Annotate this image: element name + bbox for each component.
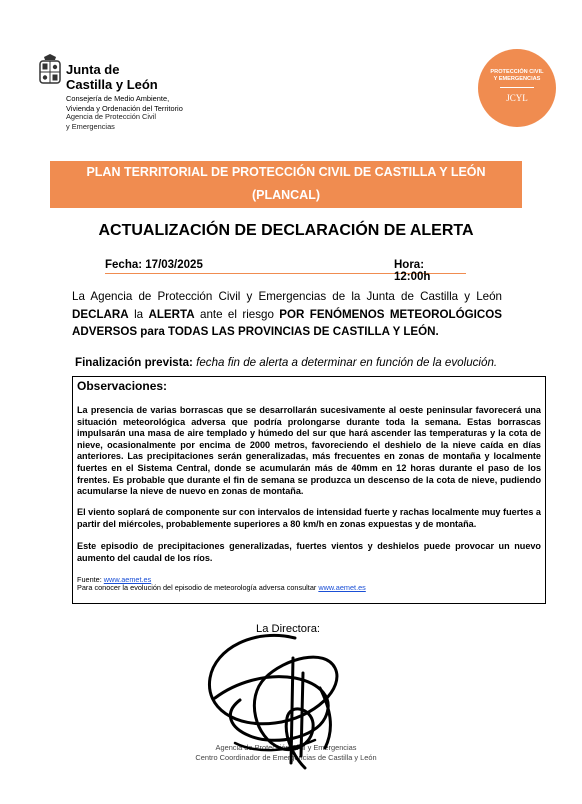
- logo-divider: [500, 87, 534, 88]
- expected-end-label: Finalización prevista:: [75, 356, 193, 369]
- evolution-link[interactable]: www.aemet.es: [318, 583, 366, 592]
- proteccion-civil-logo: [478, 49, 556, 127]
- coat-of-arms-icon: [38, 53, 62, 87]
- handwritten-signature: [195, 628, 355, 778]
- source-label: Fuente:: [77, 575, 102, 584]
- page-title: ACTUALIZACIÓN DE DECLARACIÓN DE ALERTA: [98, 222, 474, 239]
- evolution-text: Para conocer la evolución del episodio de meteorología adversa consultar: [77, 583, 317, 592]
- banner-line1: PLAN TERRITORIAL DE PROTECCIÓN CIVIL DE CASTILLA Y LEÓN: [86, 165, 486, 179]
- logo-line2: Y EMERGENCIAS: [493, 76, 541, 82]
- declaration-part5: ante el riesgo: [200, 307, 274, 321]
- declaration-risk: POR FENÓMENOS METEOROLÓGICOS ADVERSOS para TODAS LAS PROVINCIAS DE CASTILLA Y LEÓN.: [72, 307, 502, 338]
- observations-paragraph-3: Este episodio de precipitaciones generalizadas, fuertes vientos y deshielos puede provocar un nuevo aumento del caudal de los ríos.: [77, 541, 541, 563]
- org-name: [66, 62, 158, 92]
- source-link[interactable]: www.aemet.es: [103, 575, 152, 584]
- observations-paragraph-1: La presencia de varias borrascas que se desarrollarán sucesivamente al oeste peninsular favorecerá una situación meteorológica adversa que podría prolongarse durante toda la semana. Estas borrascas impulsarán una masa de aire templado y húmedo del sur que hará ascender las temperaturas y la cota de nieve, ocasionalmente por encima de 2000 metros, favoreciendo el deshielo de la nieve caída en días anteriores. Las precipitaciones serán generalizadas, más frecuentes en zonas de montaña y localmente fuertes en el Sistema Central, donde se acumularán más de 40mm en 12 horas durante el paso de los frentes. Es probable que durante el fin de semana se produzca un descenso de la cota de nieve, pudiendo acumularse la nieve de nuevo en zonas de montaña.: [77, 405, 541, 497]
- declaration-part3: la: [134, 307, 144, 321]
- plan-banner: [50, 161, 522, 208]
- time-field: [394, 259, 466, 283]
- expected-end: [75, 355, 515, 370]
- date-value: 17/03/2025: [145, 259, 203, 271]
- banner-line2: (PLANCAL): [251, 188, 321, 202]
- declaration-alerta: ALERTA: [148, 307, 195, 321]
- logo-line3: JCYL: [506, 93, 528, 103]
- org-name-line1: Junta de: [66, 62, 120, 77]
- observations-title: Observaciones:: [77, 379, 168, 393]
- expected-end-value: fecha fin de alerta a determinar en función de la evolución.: [196, 356, 498, 369]
- signer-role: La Directora:: [256, 623, 321, 635]
- time-label: Hora:: [394, 259, 425, 271]
- signer-agency-line2: Centro Coordinador de Emergencias de Castilla y León: [195, 752, 377, 762]
- declaration-part1: La Agencia de Protección Civil y Emergencias de la Junta de Castilla y León: [72, 290, 502, 303]
- evolution-line: [77, 584, 366, 593]
- date-label: Fecha:: [105, 259, 143, 271]
- declaration-declara: DECLARA: [72, 307, 129, 321]
- agency-name: [66, 112, 156, 131]
- org-dept-line1: Consejería de Medio Ambiente,: [66, 94, 170, 103]
- observations-paragraph-2: El viento soplará de componente sur con intervalos de intensidad fuerte y rachas localmente muy fuertes a partir del miércoles, probablemente superiores a 80 km/h en zonas expuestas y de montaña.: [77, 507, 541, 529]
- agency-line1: Agencia de Protección Civil: [66, 112, 156, 121]
- org-dept-line2: Vivienda y Ordenación del Territorio: [66, 103, 183, 113]
- date-field: [105, 259, 203, 271]
- declaration-paragraph: [72, 288, 502, 341]
- signer-agency-line1: Agencia de Protección Civil y Emergencias: [215, 743, 357, 752]
- date-time-row: [105, 259, 466, 283]
- time-value: 12:00h: [394, 271, 431, 283]
- logo-line1: PROTECCIÓN CIVIL: [490, 69, 544, 75]
- org-name-line2: Castilla y León: [66, 77, 158, 92]
- org-department: [66, 94, 183, 113]
- agency-line2: y Emergencias: [66, 121, 115, 131]
